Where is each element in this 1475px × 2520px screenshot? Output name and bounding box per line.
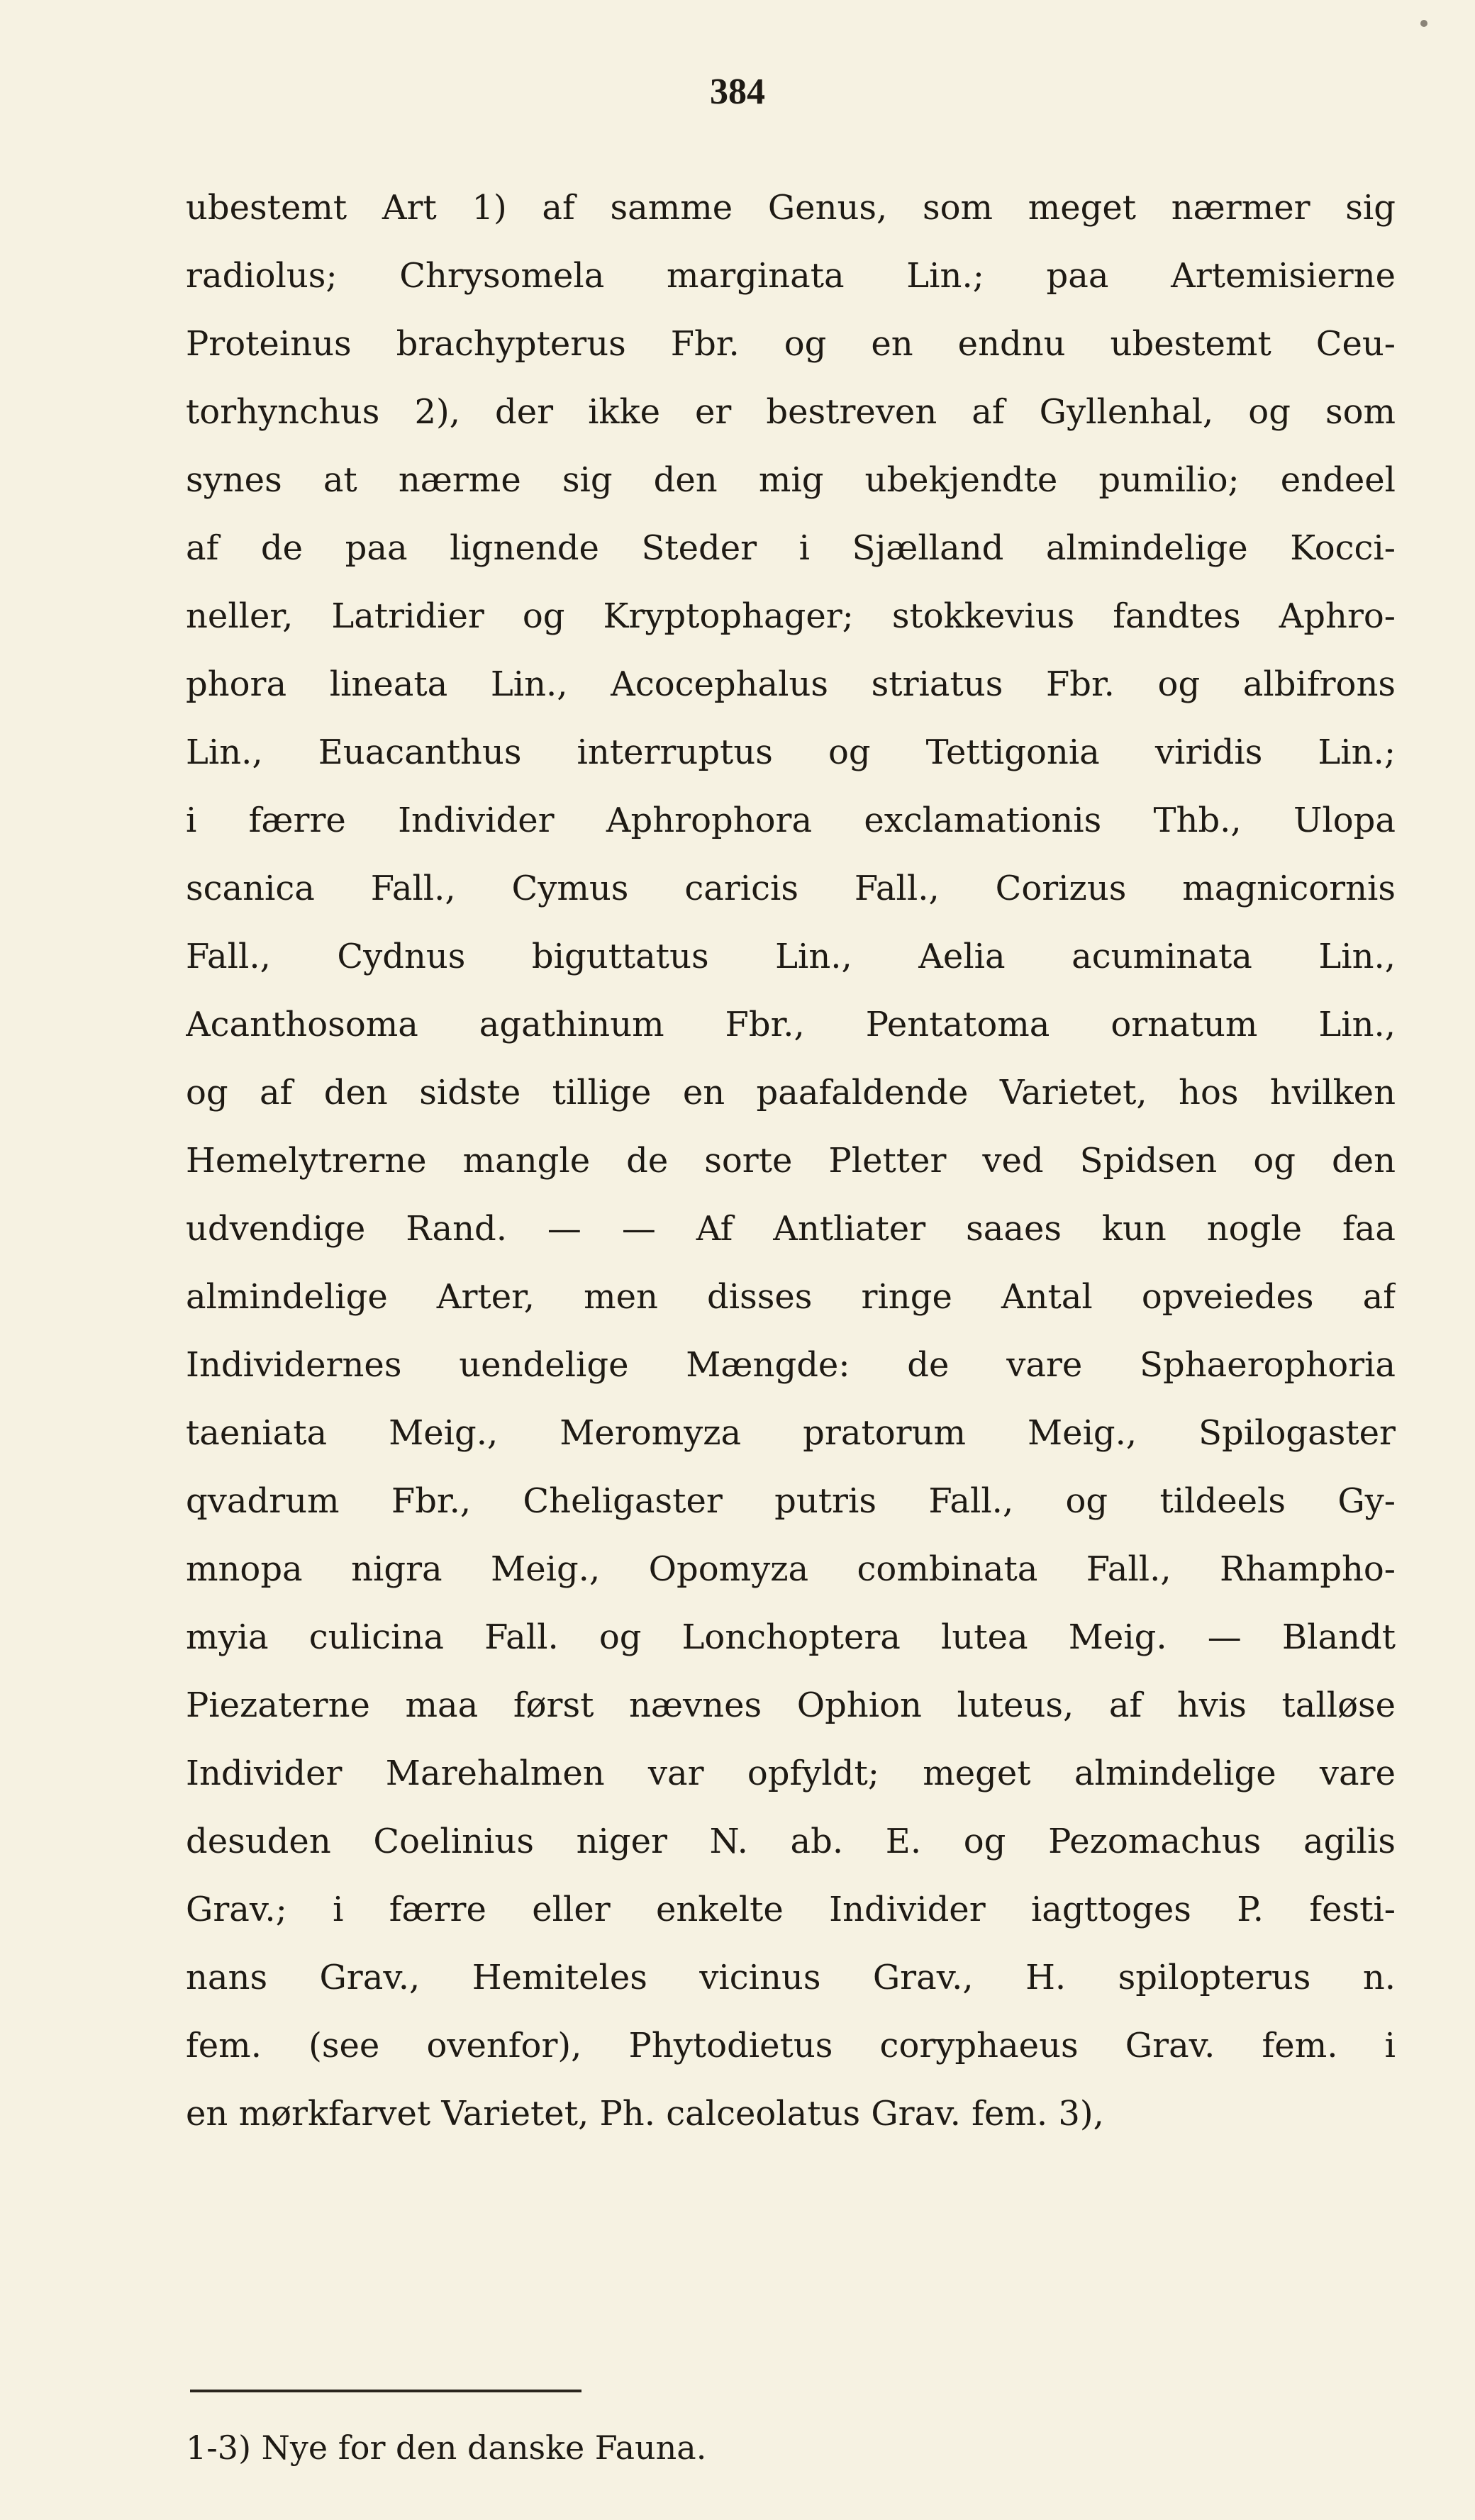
text-line: phora lineata Lin., Acocephalus striatus Fbr. og albifrons <box>186 664 1396 704</box>
text-line: Grav.; i færre eller enkelte Individer iagttoges P. festi- <box>186 1890 1396 1929</box>
text-line: i færre Individer Aphrophora exclamationis Thb., Ulopa <box>186 801 1396 840</box>
footnote: 1-3) Nye for den danske Fauna. <box>186 2429 707 2467</box>
text-line: Hemelytrerne mangle de sorte Pletter ved Spidsen og den <box>186 1141 1396 1181</box>
text-line: ubestemt Art 1) af samme Genus, som meget nærmer sig <box>186 188 1396 228</box>
text-line: Proteinus brachypterus Fbr. og en endnu ubestemt Ceu- <box>186 324 1396 364</box>
text-line: nans Grav., Hemiteles vicinus Grav., H. spilopterus n. <box>186 1958 1396 1997</box>
text-line: torhynchus 2), der ikke er bestreven af Gyllenhal, og som <box>186 392 1396 432</box>
body-text <box>186 174 1396 2148</box>
text-line: Lin., Euacanthus interruptus og Tettigonia viridis Lin.; <box>186 732 1396 772</box>
text-line: neller, Latridier og Kryptophager; stokkevius fandtes Aphro- <box>186 596 1396 636</box>
text-line: Acanthosoma agathinum Fbr., Pentatoma ornatum Lin., <box>186 1005 1396 1044</box>
text-line: Individer Marehalmen var opfyldt; meget almindelige vare <box>186 1754 1396 1793</box>
text-line: en mørkfarvet Varietet, Ph. calceolatus Grav. fem. 3), <box>186 2094 1104 2134</box>
ink-speck <box>1420 20 1427 27</box>
text-line: synes at nærme sig den mig ubekjendte pumilio; endeel <box>186 460 1396 500</box>
text-line: fem. (see ovenfor), Phytodietus coryphaeus Grav. fem. i <box>186 2026 1396 2065</box>
text-line: qvadrum Fbr., Cheligaster putris Fall., og tildeels Gy- <box>186 1481 1396 1521</box>
text-line: af de paa lignende Steder i Sjælland almindelige Kocci- <box>186 528 1396 568</box>
text-line: almindelige Arter, men disses ringe Antal opveiedes af <box>186 1277 1396 1317</box>
page-number: 384 <box>710 72 765 112</box>
text-line: radiolus; Chrysomela marginata Lin.; paa Artemisierne <box>186 256 1396 296</box>
text-line: myia culicina Fall. og Lonchoptera lutea Meig. — Blandt <box>186 1617 1396 1657</box>
text-line: mnopa nigra Meig., Opomyza combinata Fall., Rhampho- <box>186 1549 1396 1589</box>
text-line: desuden Coelinius niger N. ab. E. og Pezomachus agilis <box>186 1822 1396 1861</box>
text-line: udvendige Rand. — — Af Antliater saaes kun nogle faa <box>186 1209 1396 1249</box>
text-line: Piezaterne maa først nævnes Ophion luteus, af hvis talløse <box>186 1685 1396 1725</box>
text-line: scanica Fall., Cymus caricis Fall., Corizus magnicornis <box>186 869 1396 908</box>
text-line: Individernes uendelige Mængde: de vare Sphaerophoria <box>186 1345 1396 1385</box>
text-line: taeniata Meig., Meromyza pratorum Meig., Spilogaster <box>186 1413 1396 1453</box>
footnote-rule <box>190 2390 581 2392</box>
text-line: Fall., Cydnus biguttatus Lin., Aelia acuminata Lin., <box>186 937 1396 976</box>
text-line: og af den sidste tillige en paafaldende Varietet, hos hvilken <box>186 1073 1396 1113</box>
